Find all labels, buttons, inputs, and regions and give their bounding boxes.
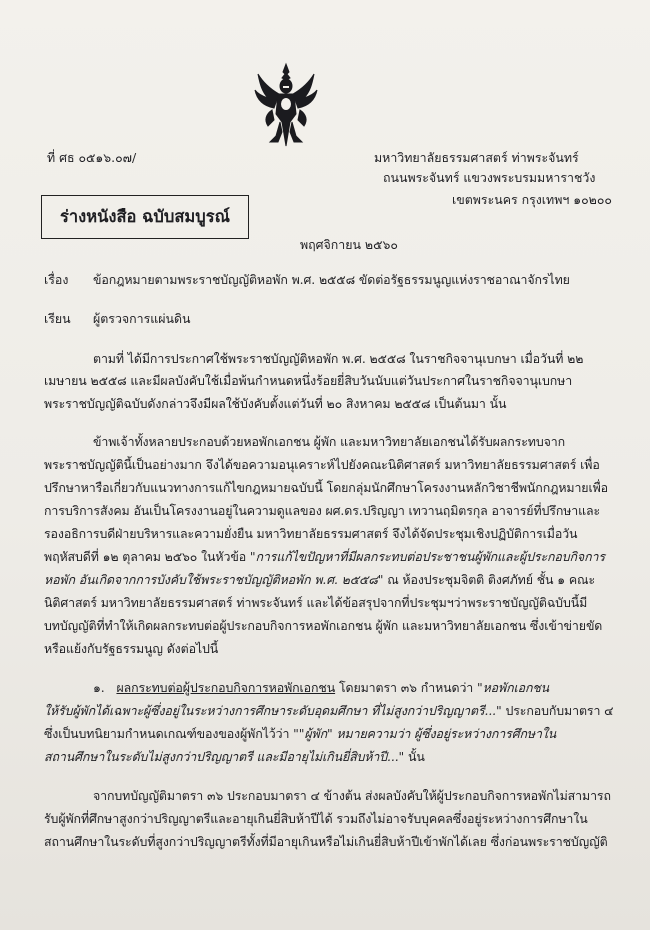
paragraph-4-line-3: สถานศึกษาในระดับที่สูงกว่าปริญญาตรีทั้งที่มีอายุเกินหรือไม่เกินยี่สิบห้าปีเข้าพักได้เลย ซึ่งก่อนพระราชบัญญัติ xyxy=(44,834,608,849)
draft-stamp-label: ร่างหนังสือ ฉบับสมบูรณ์ xyxy=(60,207,230,226)
subject-text: ข้อกฎหมายตามพระราชบัญญัติหอพัก พ.ศ. ๒๕๕๘ ขัดต่อรัฐธรรมนูญแห่งราชอาณาจักรไทย xyxy=(93,272,570,287)
section-4-intro: ประกอบกับมาตรา ๔ xyxy=(501,703,614,718)
paragraph-3-line-3 xyxy=(44,726,556,742)
paragraph-2-line-5: รองอธิการบดีฝ่ายบริหารและความยั่งยืน มหาวิทยาลัยธรรมศาสตร์ จึงได้จัดประชุมเชิงปฏิบัติการเมื่อวัน xyxy=(44,526,578,541)
definition-close: นั้น xyxy=(404,749,425,764)
paragraph-1-line-2: เมษายน ๒๕๕๘ และมีผลบังคับใช้เมื่อพ้นกำหนดหนึ่งร้อยยี่สิบวันนับแต่วันประกาศในราชกิจจานุเบกษา xyxy=(44,373,573,388)
paragraph-3-line-1 xyxy=(93,680,549,696)
paragraph-3-line-2 xyxy=(44,703,613,719)
paragraph-1-line-1: ตามที่ ได้มีการประกาศใช้พระราชบัญญัติหอพัก พ.ศ. ๒๕๕๘ ในราชกิจจานุเบกษา เมื่อวันที่ ๒๒ xyxy=(93,351,584,366)
paragraph-2-line-1: ข้าพเจ้าทั้งหลายประกอบด้วยหอพักเอกชน ผู้พัก และมหาวิทยาลัยเอกชนได้รับผลกระทบจาก xyxy=(93,434,566,449)
paragraph-2-line-7 xyxy=(44,572,595,588)
address-line-1: มหาวิทยาลัยธรรมศาสตร์ ท่าพระจันทร์ xyxy=(374,150,579,165)
section-heading: ผลกระทบต่อผู้ประกอบกิจการหอพักเอกชน xyxy=(116,680,336,695)
workshop-venue: ณ ห้องประชุมจิตติ ติงศภัทย์ ชั้น ๑ คณะ xyxy=(383,572,595,587)
reference-number: ที่ ศธ ๐๕๑๖.๐๗/ xyxy=(47,150,137,165)
salutation-recipient: ผู้ตรวจการแผ่นดิน xyxy=(93,311,191,326)
paragraph-2-line-6 xyxy=(44,549,605,565)
salutation-label: เรียน xyxy=(44,311,71,326)
definition-quote-end: สถานศึกษาในระดับไม่สูงกว่าปริญญาตรี และมีอายุไม่เกินยี่สิบห้าปี..." xyxy=(44,749,405,764)
paragraph-4-line-1: จากบทบัญญัติมาตรา ๓๖ ประกอบมาตรา ๔ ข้างต้น ส่งผลบังคับให้ผู้ประกอบกิจการหอพักไม่สามารถ xyxy=(93,788,611,803)
paragraph-2-line-10: หรือแย้งกับรัฐธรรมนูญ ดังต่อไปนี้ xyxy=(44,641,219,656)
workshop-topic-part-1: "การแก้ไขปัญหาที่มีผลกระทบต่อประชาชนผู้พักและผู้ประกอบกิจการ xyxy=(249,549,605,564)
workshop-date: พฤหัสบดีที่ ๑๒ ตุลาคม ๒๕๖๐ ในหัวข้อ xyxy=(44,549,247,564)
paragraph-2-line-8: นิติศาสตร์ มหาวิทยาลัยธรรมศาสตร์ ท่าพระจันทร์ และได้ข้อสรุปจากที่ประชุมฯว่าพระราชบัญญัติฉบับนี้มี xyxy=(44,595,588,610)
paragraph-2-line-3: ปรึกษาหารือเกี่ยวกับแนวทางการแก้ไขกฎหมายฉบับนี้ โดยกลุ่มนักศึกษาโครงงานหลักวิชาชีพนักกฎหมายเพื่อ xyxy=(44,480,609,495)
letter-date: พฤศจิกายน ๒๕๖๐ xyxy=(300,237,398,252)
section-36-quote-start: "หอพักเอกชน xyxy=(477,680,550,695)
workshop-topic-part-2: หอพัก อันเกิดจากการบังคับใช้พระราชบัญญัติหอพัก พ.ศ. ๒๕๕๘" xyxy=(44,572,384,587)
paragraph-1-line-3: พระราชบัญญัติฉบับดังกล่าวจึงมีผลใช้บังคับตั้งแต่วันที่ ๒๐ สิงหาคม ๒๕๕๘ เป็นต้นมา นั้น xyxy=(44,396,507,411)
draft-stamp-box xyxy=(41,195,249,239)
subject-label: เรื่อง xyxy=(44,272,69,287)
garuda-emblem-icon xyxy=(252,62,320,150)
section-36-quote: ให้รับผู้พักได้เฉพาะผู้ซึ่งอยู่ในระหว่างการศึกษาระดับอุดมศึกษา ที่ไม่สูงกว่าปริญญาตรี..." xyxy=(44,703,502,718)
paragraph-3-line-4 xyxy=(44,749,425,765)
paragraph-2-line-4: การบริการสังคม อันเป็นโครงงานอยู่ในความดูแลของ ผศ.ดร.ปริญญา เทวานฤมิตรกุล อาจารย์ที่ปรึกษาและ xyxy=(44,503,601,518)
definition-intro: ซึ่งเป็นบทนิยามกำหนดเกณฑ์ของของผู้พักไว้ว่า " xyxy=(44,726,299,741)
section-number: ๑. xyxy=(93,680,105,695)
paragraph-4-line-2: รับผู้พักที่ศึกษาสูงกว่าปริญญาตรีและอายุเกินยี่สิบห้าปีได้ รวมถึงไม่อาจรับบุคคลซึ่งอยู่ระหว่างการศึกษาใน xyxy=(44,811,588,826)
address-line-2: ถนนพระจันทร์ แขวงพระบรมมหาราชวัง xyxy=(383,170,596,185)
paragraph-2-line-2: พระราชบัญญัตินี้เป็นอย่างมาก จึงได้ขอความอนุเคราะห์ไปยังคณะนิติศาสตร์ มหาวิทยาลัยธรรมศาสตร์ เพื่อ xyxy=(44,457,600,472)
paragraph-2-line-9: บทบัญญัติที่ทำให้เกิดผลกระทบต่อผู้ประกอบกิจการหอพักเอกชน ผู้พัก และมหาวิทยาลัยเอกชน ซึ่งเข้าข่ายขัด xyxy=(44,618,603,633)
section-36-intro: โดยมาตรา ๓๖ กำหนดว่า xyxy=(335,680,478,695)
address-line-3: เขตพระนคร กรุงเทพฯ ๑๐๒๐๐ xyxy=(452,192,612,207)
definition-quote: "ผู้พัก" หมายความว่า ผู้ซึ่งอยู่ระหว่างการศึกษาใน xyxy=(298,726,557,741)
